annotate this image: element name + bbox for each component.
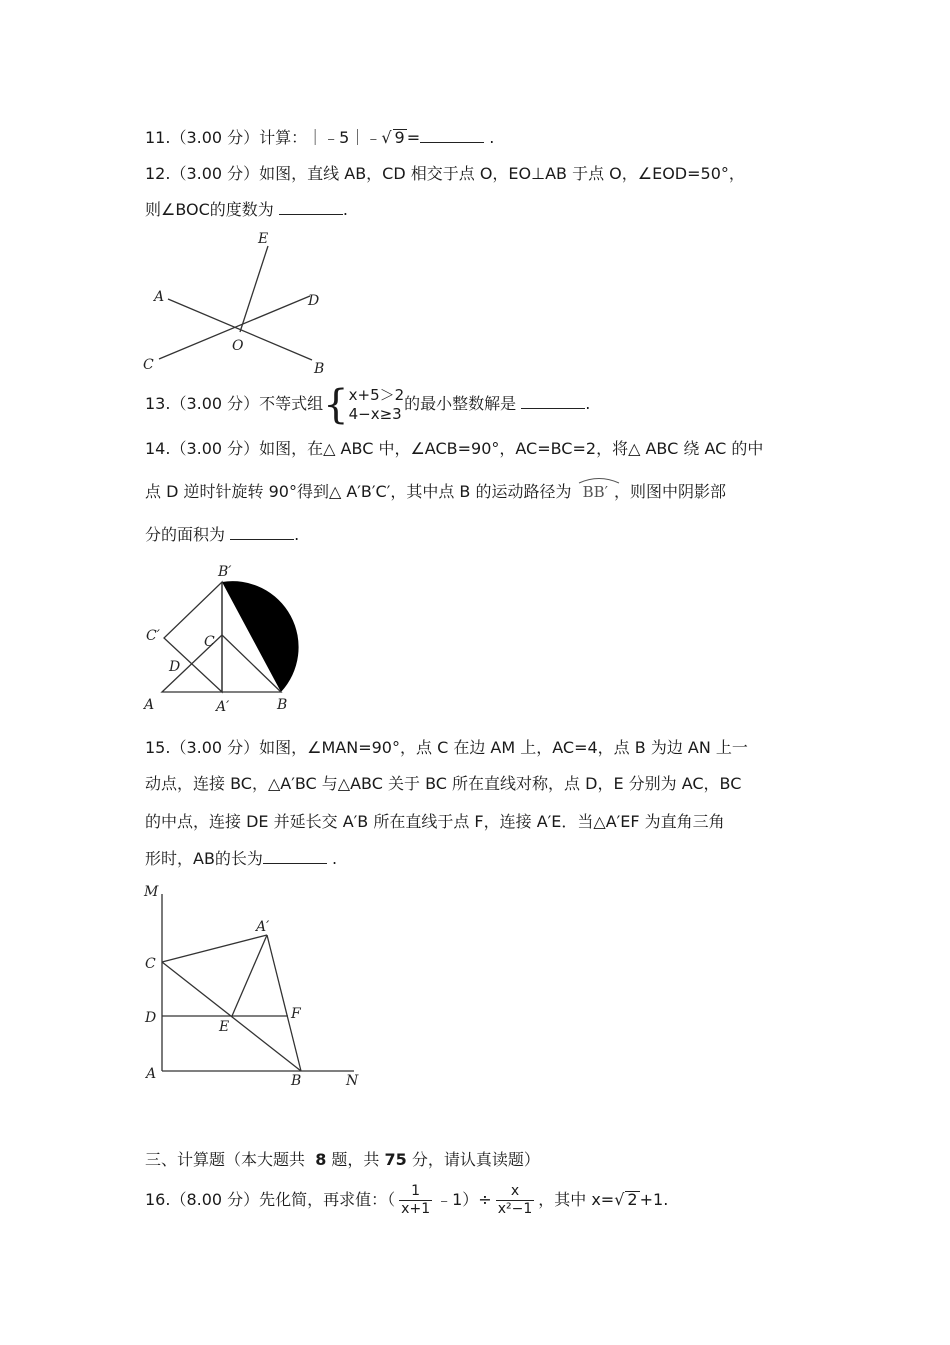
section3-count: 8	[315, 1150, 327, 1169]
frac1-numerator: 1	[399, 1183, 432, 1201]
label-A1: A′	[256, 919, 270, 935]
label-B: B	[314, 361, 325, 377]
segment-CA1	[162, 935, 267, 962]
label-A: A	[146, 1066, 157, 1082]
answer-blank-14[interactable]	[230, 525, 294, 540]
figure-q15	[140, 878, 370, 1093]
label-B1: B′	[218, 564, 232, 580]
label-D: D	[308, 293, 320, 309]
frac2-denominator: x²−1	[497, 1201, 533, 1217]
fraction-2	[496, 1183, 535, 1218]
q12-text: 则∠BOC的度数为	[145, 200, 274, 219]
inequality-2: 4−x≥3	[348, 404, 402, 423]
arc-label: BB′	[582, 483, 609, 501]
question-15-line2: 动点，连接 BC，△A′BC 与△ABC 关于 BC 所在直线对称，点 D，E 分别为 AC，BC	[145, 774, 742, 793]
label-O: O	[232, 338, 244, 354]
label-C: C	[143, 357, 154, 373]
q16-tail: +1.	[639, 1190, 669, 1209]
q16-prefix: 16.（8.00 分）先化简，再求值：（	[145, 1190, 396, 1209]
question-12-line1: 12.（3.00 分）如图，直线 AB，CD 相交于点 O，EO⊥AB 于点 O，∠EOD=50°，	[145, 164, 745, 183]
answer-blank-11[interactable]	[420, 128, 484, 143]
question-14-line2	[145, 482, 726, 502]
label-A: A	[144, 697, 155, 713]
segment-EA1	[232, 935, 267, 1016]
label-B: B	[277, 697, 288, 713]
q14-text-c: 分的面积为	[145, 525, 226, 544]
question-15-line4	[145, 849, 337, 869]
q13-end: .	[585, 394, 591, 413]
label-D: D	[145, 1010, 157, 1026]
label-C: C	[204, 634, 215, 650]
label-N: N	[346, 1073, 359, 1089]
q12-end: .	[342, 200, 348, 219]
q16-mid: ﹣1）÷	[436, 1190, 492, 1209]
section3-text-a: 三、计算题（本大题共	[145, 1150, 306, 1169]
question-11	[145, 128, 494, 148]
label-M: M	[144, 884, 159, 900]
answer-blank-12[interactable]	[279, 200, 343, 215]
sqrt-sign: √	[381, 128, 392, 147]
label-B: B	[291, 1073, 302, 1089]
q14-text-a: 点 D 逆时针旋转 90°得到△ A′B′C′，其中点 B 的运动路径为	[145, 482, 572, 501]
figure-q14	[140, 560, 310, 720]
q11-end: .	[489, 128, 495, 147]
q11-eq: =	[406, 128, 421, 147]
q11-text: 11.（3.00 分）计算：｜﹣5｜﹣	[145, 128, 382, 147]
label-D: D	[169, 659, 181, 675]
label-E: E	[219, 1019, 230, 1035]
question-14-line3	[145, 525, 299, 545]
label-A: A	[154, 289, 165, 305]
label-A1: A′	[216, 699, 230, 715]
question-13	[145, 382, 590, 426]
q13-suffix: 的最小整数解是	[404, 394, 517, 413]
section-3-heading	[145, 1150, 540, 1170]
label-C1: C′	[146, 628, 160, 644]
question-12-line2	[145, 200, 348, 220]
answer-blank-13[interactable]	[521, 394, 585, 409]
shaded-region	[222, 581, 299, 692]
q14-text-b: ，则图中阴影部	[614, 482, 727, 501]
sqrt-sign-16: √	[614, 1190, 625, 1209]
label-E: E	[258, 231, 269, 247]
answer-blank-15[interactable]	[263, 849, 327, 864]
brace: {	[323, 381, 349, 428]
question-15-line3: 的中点，连接 DE 并延长交 A′B 所在直线于点 F，连接 A′E．当△A′EF 为直角三角	[145, 812, 725, 831]
figure-q12	[140, 228, 340, 378]
q16-suffix: ，其中 x=	[538, 1190, 615, 1209]
section3-score: 75	[384, 1150, 407, 1169]
label-F: F	[291, 1006, 301, 1022]
frac1-denominator: x+1	[401, 1201, 431, 1217]
inequality-system	[349, 386, 405, 424]
q15-end: .	[332, 849, 338, 868]
arc-BB	[577, 482, 614, 502]
fraction-1	[399, 1183, 432, 1218]
segment-A1B	[267, 935, 301, 1071]
q13-text: 13.（3.00 分）不等式组	[145, 394, 324, 413]
question-16	[145, 1178, 668, 1222]
frac2-numerator: x	[496, 1183, 535, 1201]
question-15-line1: 15.（3.00 分）如图，∠MAN=90°，点 C 在边 AM 上，AC=4，点 B 为边 AN 上一	[145, 738, 748, 757]
section3-text-b: 题，共	[331, 1150, 380, 1169]
section3-text-c: 分，请认真读题）	[411, 1150, 540, 1169]
q14-end: .	[294, 525, 300, 544]
question-14-line1: 14.（3.00 分）如图，在△ ABC 中，∠ACB=90°，AC=BC=2，将△ ABC 绕 AC 的中	[145, 439, 764, 458]
q16-radicand: 2	[627, 1190, 638, 1209]
q15-text: 形时，AB的长为	[145, 849, 263, 868]
label-C: C	[145, 956, 156, 972]
inequality-1: x+5＞2	[348, 385, 405, 404]
q11-radicand: 9	[394, 128, 405, 147]
